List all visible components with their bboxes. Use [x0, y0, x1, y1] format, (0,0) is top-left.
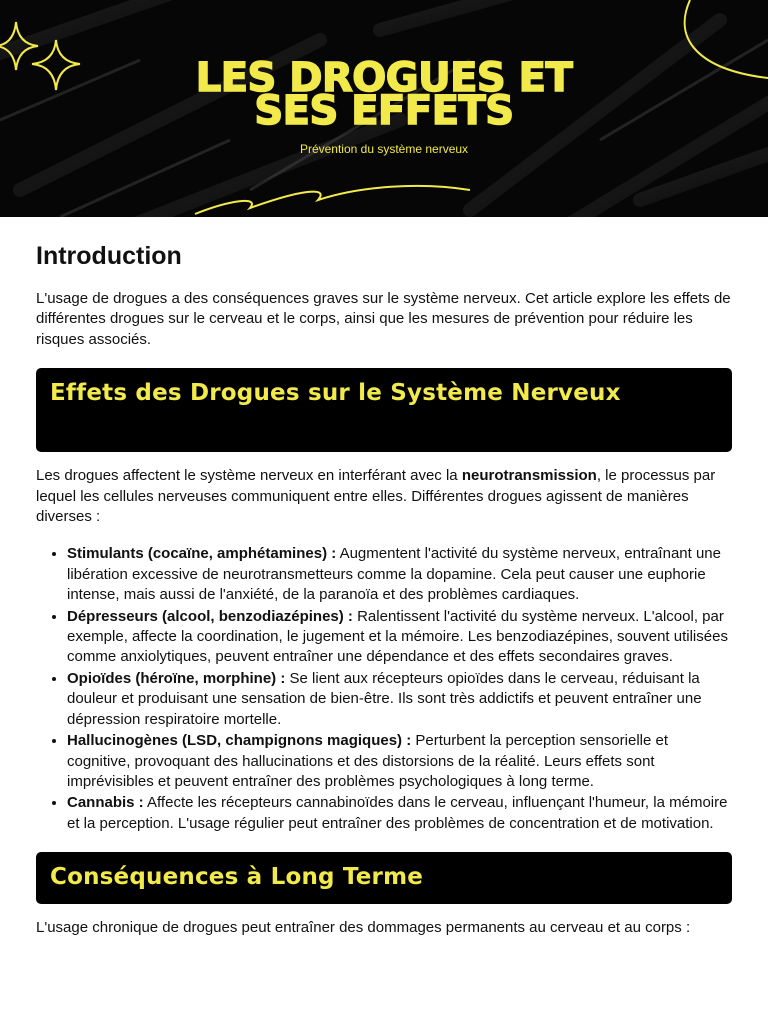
page-title: [0, 55, 768, 134]
page-subtitle: Prévention du système nerveux: [299, 142, 469, 156]
effects-paragraph-start: Les drogues affectent le système nerveux en interférant avec la: [36, 467, 462, 485]
article-body: [0, 241, 768, 939]
list-item-text: Se lient aux récepteurs opioïdes dans le cerveau, réduisant la douleur et produisant une sensation de bien-être. Ils sont très addictifs et peuvent entraîner une dépression respiratoire mortelle.: [67, 669, 702, 728]
effects-paragraph: [36, 466, 732, 527]
effects-paragraph-keyword: neurotransmission: [461, 467, 597, 485]
list-item-text: Affecte les récepteurs cannabinoïdes dans le cerveau, influençant l'humeur, la mémoire et la perception. L'usage régulier peut entraîner des problèmes de concentration et de motivation.: [67, 794, 728, 832]
list-item-term: Hallucinogènes (LSD, champignons magiques) :: [67, 732, 412, 750]
list-item: [67, 543, 732, 605]
list-item: [67, 668, 732, 730]
effects-paragraph-end: , le processus par lequel les cellules nerveuses communiquent entre elles. Différentes drogues agissent de manières diverses :: [36, 467, 716, 526]
list-item: [67, 792, 732, 834]
effects-section-heading: Effets des Drogues sur le Système Nerveux: [36, 368, 732, 452]
list-item: [67, 730, 732, 792]
list-item-term: Cannabis :: [67, 794, 144, 812]
long-term-section-heading: Conséquences à Long Terme: [36, 852, 732, 904]
intro-paragraph: L'usage de drogues a des conséquences graves sur le système nerveux. Cet article explore les effets de différentes drogues sur le cerveau et le corps, ainsi que les mesures de prévention pour réduire les risques associés.: [36, 290, 731, 348]
list-item-text: Augmentent l'activité du système nerveux, entraînant une libération excessive de neurotransmetteurs comme la dopamine. Cela peut causer une euphorie intense, mais aussi de l'anxiété, de la paranoïa et des problèmes cardiaques.: [67, 545, 721, 604]
list-item: [67, 606, 732, 668]
page-title-line-1: LES DROGUES ET: [195, 55, 573, 101]
intro-heading: Introduction: [36, 242, 182, 270]
page-title-line-2: SES EFFETS: [254, 88, 514, 134]
list-item-text: Ralentissent l'activité du système nerveux. L'alcool, par exemple, affecte la coordination, le jugement et la mémoire. Les benzodiazépines, souvent utilisées comme anxiolytiques, peuvent entraîner une dépendance et des effets secondaires graves.: [67, 607, 728, 666]
list-item-text: Perturbent la perception sensorielle et cognitive, provoquant des hallucinations et des distorsions de la réalité. Leurs effets sont imprévisibles et peuvent entraîner des problèmes psychologiques à long terme.: [67, 732, 669, 790]
list-item-term: Dépresseurs (alcool, benzodiazépines) :: [67, 607, 353, 625]
long-term-paragraph: L'usage chronique de drogues peut entraîner des dommages permanents au cerveau et au corps :: [36, 919, 691, 937]
list-item-term: Stimulants (cocaïne, amphétamines) :: [67, 545, 337, 563]
hero-banner: [0, 0, 768, 217]
drug-effects-list: [36, 543, 732, 834]
list-item-term: Opioïdes (héroïne, morphine) :: [67, 669, 286, 687]
